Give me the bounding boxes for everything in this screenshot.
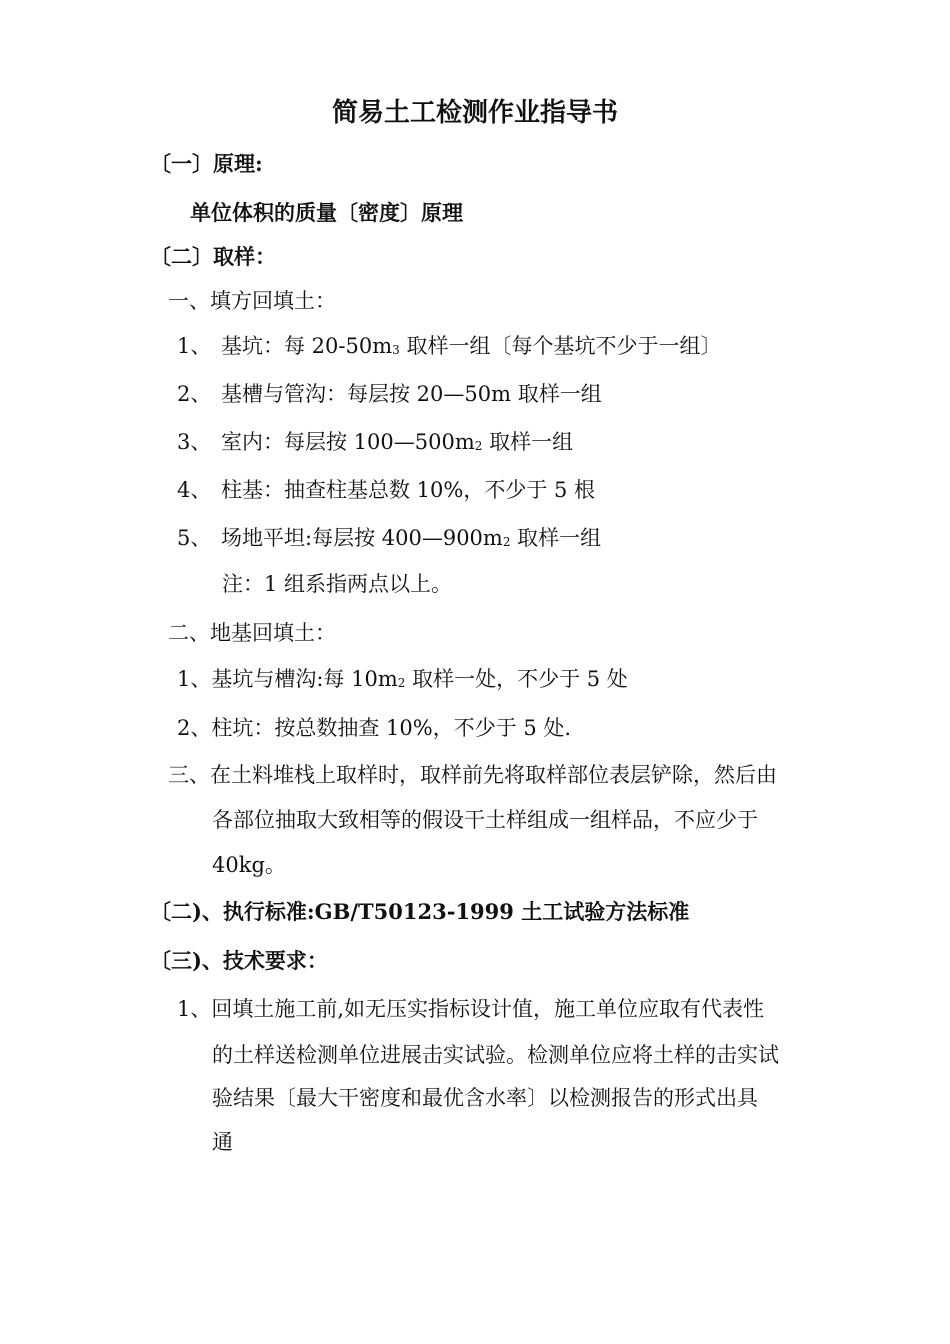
stockpile-sampling-line-3: 40kg。	[212, 853, 286, 877]
fill-item-4-text: 柱基：抽查柱基总数 10%，不少于 5 根	[221, 478, 596, 502]
fill-item-5-tail: 取样一组	[510, 526, 602, 550]
fill-note: 注：1 组系指两点以上。	[222, 572, 453, 596]
fill-item-2	[177, 379, 602, 409]
section-technical-heading: 〔三)、技术要求：	[150, 948, 328, 973]
technical-item-1-line-3: 验结果〔最大干密度和最优含水率〕以检测报告的形式出具	[212, 1086, 758, 1110]
technical-item-1-line-2: 的土样送检测单位进展击实试验。检测单位应将土样的击实试	[212, 1043, 779, 1067]
fill-item-3-exponent: 2	[474, 439, 483, 453]
foundation-item-1-text: 1、基坑与槽沟:每 10m	[177, 667, 398, 691]
fill-item-1-exponent: 3	[392, 343, 400, 357]
fill-item-5-exponent: 2	[502, 535, 511, 549]
fill-item-2-text: 基槽与管沟：每层按 20—50m 取样一组	[221, 382, 602, 406]
fill-item-4	[177, 475, 595, 505]
section-sampling-heading: 〔二〕取样：	[150, 244, 276, 269]
foundation-item-2: 2、柱坑：按总数抽查 10%，不少于 5 处.	[177, 716, 572, 740]
list-number: 3、	[177, 430, 212, 454]
fill-item-1-text: 基坑：每 20-50m	[221, 334, 393, 358]
section-principle-heading: 〔一〕原理:	[150, 151, 263, 176]
fill-item-3	[177, 427, 573, 457]
list-number: 4、	[177, 478, 212, 502]
document-title: 简易土工检测作业指导书	[331, 98, 618, 128]
section-principle-body: 单位体积的质量〔密度〕原理	[190, 200, 463, 225]
list-number: 5、	[177, 526, 212, 550]
list-number: 2、	[177, 382, 212, 406]
fill-item-1-tail: 取样一组〔每个基坑不少于一组〕	[399, 334, 722, 358]
fill-item-3-text: 室内：每层按 100—500m	[221, 430, 475, 454]
section-standard-heading: 〔二)、执行标准:GB/T50123-1999 土工试验方法标准	[150, 899, 690, 924]
stockpile-sampling-line-2: 各部位抽取大致相等的假设干土样组成一组样品，不应少于	[212, 808, 758, 832]
fill-item-5	[177, 523, 601, 553]
foundation-item-1	[177, 664, 628, 694]
technical-item-1-line-1: 1、回填土施工前,如无压实指标设计值，施工单位应取有代表性	[177, 997, 765, 1021]
stockpile-sampling-line-1: 三、在土料堆栈上取样时，取样前先将取样部位表层铲除，然后由	[168, 763, 777, 787]
fill-item-3-tail: 取样一组	[482, 430, 574, 454]
foundation-backfill-heading: 二、地基回填土：	[168, 621, 336, 645]
technical-item-1-line-4: 通	[212, 1130, 233, 1154]
fill-item-1	[177, 331, 721, 361]
foundation-item-1-exponent: 2	[397, 676, 406, 690]
list-number: 1、	[177, 334, 212, 358]
foundation-item-1-tail: 取样一处，不少于 5 处	[405, 667, 628, 691]
fill-item-5-text: 场地平坦:每层按 400—900m	[221, 526, 503, 550]
fill-soil-heading: 一、填方回填土：	[168, 289, 336, 313]
